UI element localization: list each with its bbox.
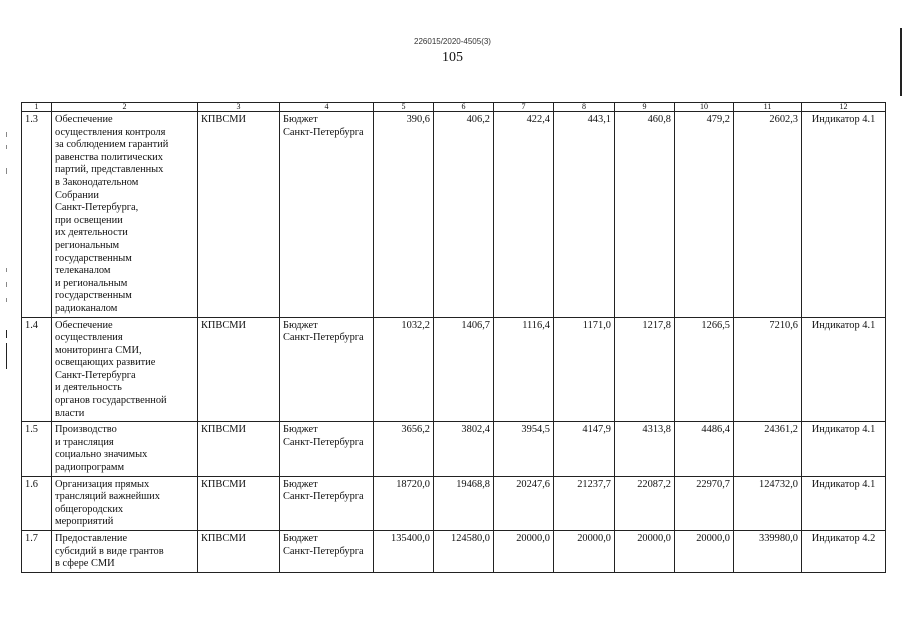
value-cell: 3954,5 (494, 422, 554, 476)
column-number-cell: 11 (734, 103, 802, 112)
value-cell: 7210,6 (734, 317, 802, 422)
executor-cell: КПВСМИ (198, 317, 280, 422)
funding-source-cell: Бюджет Санкт-Петербурга (280, 317, 374, 422)
value-cell: 1032,2 (374, 317, 434, 422)
description-cell: Обеспечение осуществления контроля за соблюдением гарантий равенства политических партий, представленных в Законодательном Собрании Санкт-Петербурга, при освещении их деятельности региональным государственным телеканалом и региональным государственным радиоканалом (52, 112, 198, 318)
column-number-cell: 6 (434, 103, 494, 112)
value-cell: 3656,2 (374, 422, 434, 476)
row-number-cell: 1.7 (22, 531, 52, 573)
value-cell: 19468,8 (434, 476, 494, 530)
page-number: 105 (442, 50, 463, 65)
description-cell: Обеспечение осуществления мониторинга СМИ, освещающих развитие Санкт-Петербурга и деятельность органов государственной власти (52, 317, 198, 422)
column-number-cell: 9 (615, 103, 675, 112)
column-number-cell: 4 (280, 103, 374, 112)
scan-edge-mark (900, 28, 902, 96)
value-cell: 3802,4 (434, 422, 494, 476)
description-cell: Производство и трансляция социально значимых радиопрограмм (52, 422, 198, 476)
funding-source-cell: Бюджет Санкт-Петербурга (280, 476, 374, 530)
column-number-cell: 5 (374, 103, 434, 112)
column-number-cell: 12 (802, 103, 886, 112)
indicator-cell: Индикатор 4.1 (802, 476, 886, 530)
value-cell: 460,8 (615, 112, 675, 318)
margin-mark (6, 268, 7, 272)
executor-cell: КПВСМИ (198, 476, 280, 530)
value-cell: 24361,2 (734, 422, 802, 476)
table-row (22, 531, 886, 573)
value-cell: 4313,8 (615, 422, 675, 476)
executor-cell: КПВСМИ (198, 531, 280, 573)
value-cell: 406,2 (434, 112, 494, 318)
table-row (22, 112, 886, 318)
budget-table (21, 102, 886, 573)
value-cell: 18720,0 (374, 476, 434, 530)
row-number-cell: 1.5 (22, 422, 52, 476)
column-number-cell: 8 (554, 103, 615, 112)
value-cell: 422,4 (494, 112, 554, 318)
value-cell: 1406,7 (434, 317, 494, 422)
executor-cell: КПВСМИ (198, 422, 280, 476)
indicator-cell: Индикатор 4.2 (802, 531, 886, 573)
funding-source-cell: Бюджет Санкт-Петербурга (280, 422, 374, 476)
value-cell: 479,2 (675, 112, 734, 318)
column-number-cell: 10 (675, 103, 734, 112)
value-cell: 22087,2 (615, 476, 675, 530)
column-number-row (22, 103, 886, 112)
margin-mark (6, 145, 7, 149)
value-cell: 20000,0 (494, 531, 554, 573)
value-cell: 21237,7 (554, 476, 615, 530)
value-cell: 2602,3 (734, 112, 802, 318)
value-cell: 20000,0 (615, 531, 675, 573)
table-row (22, 476, 886, 530)
description-cell: Предоставление субсидий в виде грантов в сфере СМИ (52, 531, 198, 573)
margin-mark (6, 168, 7, 174)
funding-source-cell: Бюджет Санкт-Петербурга (280, 112, 374, 318)
value-cell: 4486,4 (675, 422, 734, 476)
margin-mark (6, 132, 7, 137)
margin-mark (6, 282, 7, 287)
value-cell: 20000,0 (554, 531, 615, 573)
indicator-cell: Индикатор 4.1 (802, 422, 886, 476)
margin-mark (6, 343, 7, 369)
column-number-cell: 1 (22, 103, 52, 112)
row-number-cell: 1.4 (22, 317, 52, 422)
table-row (22, 422, 886, 476)
funding-source-cell: Бюджет Санкт-Петербурга (280, 531, 374, 573)
margin-mark (6, 298, 7, 302)
executor-cell: КПВСМИ (198, 112, 280, 318)
value-cell: 1116,4 (494, 317, 554, 422)
value-cell: 1266,5 (675, 317, 734, 422)
value-cell: 20000,0 (675, 531, 734, 573)
table-row (22, 317, 886, 422)
value-cell: 4147,9 (554, 422, 615, 476)
table-body (22, 103, 886, 573)
value-cell: 22970,7 (675, 476, 734, 530)
document-code: 226015/2020-4505(3) (414, 37, 491, 46)
row-number-cell: 1.3 (22, 112, 52, 318)
description-cell: Организация прямых трансляций важнейших общегородских мероприятий (52, 476, 198, 530)
value-cell: 390,6 (374, 112, 434, 318)
value-cell: 135400,0 (374, 531, 434, 573)
value-cell: 339980,0 (734, 531, 802, 573)
column-number-cell: 2 (52, 103, 198, 112)
column-number-cell: 3 (198, 103, 280, 112)
scan-margin-marks (0, 0, 10, 640)
value-cell: 1217,8 (615, 317, 675, 422)
value-cell: 124732,0 (734, 476, 802, 530)
indicator-cell: Индикатор 4.1 (802, 317, 886, 422)
value-cell: 1171,0 (554, 317, 615, 422)
column-number-cell: 7 (494, 103, 554, 112)
margin-mark (6, 330, 7, 338)
value-cell: 443,1 (554, 112, 615, 318)
value-cell: 124580,0 (434, 531, 494, 573)
value-cell: 20247,6 (494, 476, 554, 530)
row-number-cell: 1.6 (22, 476, 52, 530)
indicator-cell: Индикатор 4.1 (802, 112, 886, 318)
